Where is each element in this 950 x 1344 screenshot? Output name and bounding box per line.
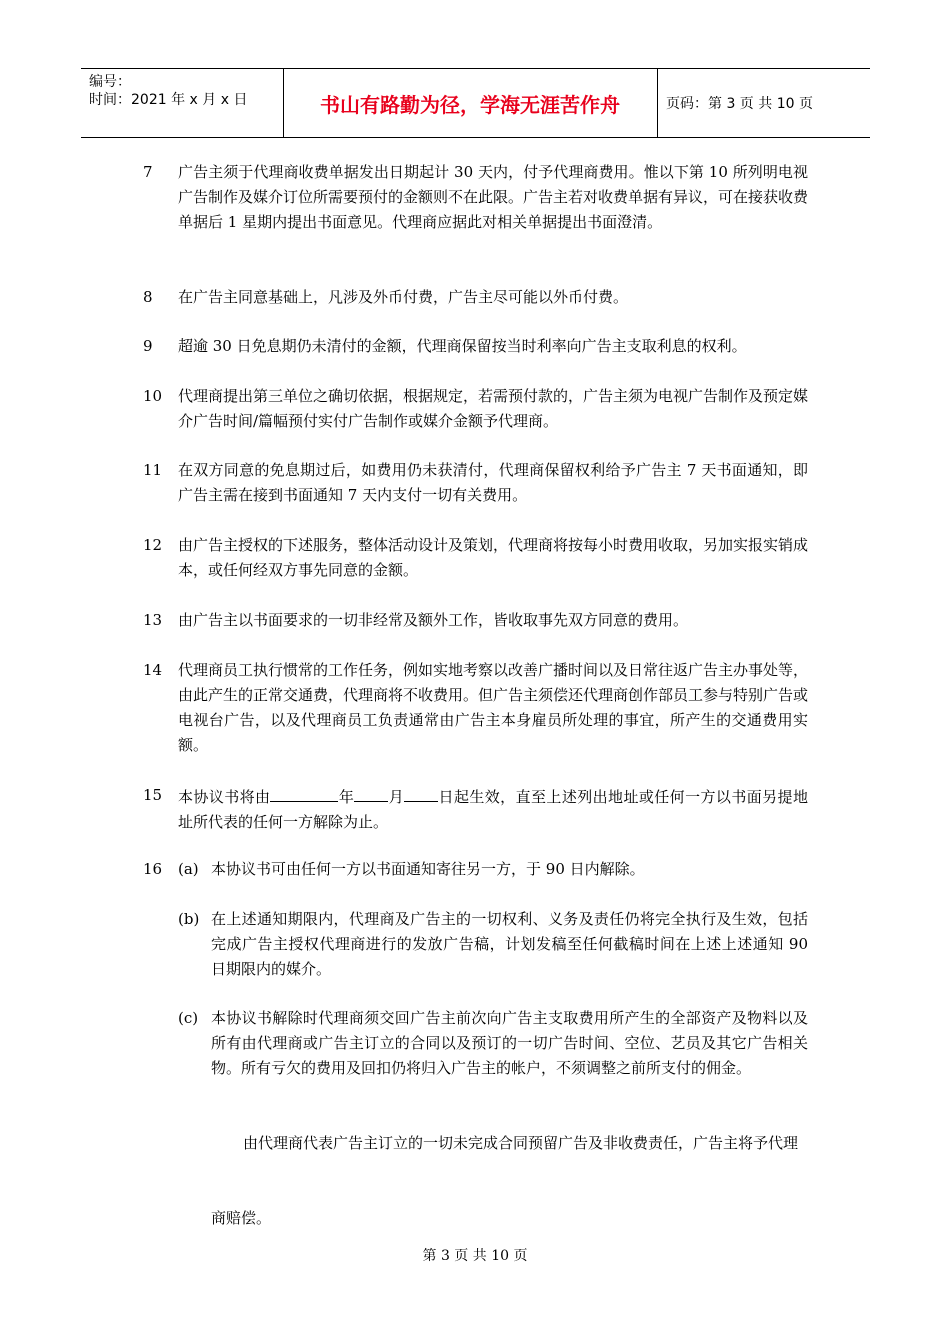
- clause-number: 15: [143, 786, 163, 804]
- clause-text: 在广告主同意基础上，凡涉及外币付费，广告主尽可能以外币付费。: [178, 288, 629, 306]
- year-blank: [270, 783, 338, 802]
- year-label: 年: [338, 788, 355, 806]
- clause-number: 14: [143, 661, 163, 679]
- sub-clause-label: (b): [178, 910, 200, 928]
- clause-text-part: 本协议书将由: [178, 788, 271, 806]
- clause-text: [178, 783, 808, 835]
- header-motto-cell: [283, 69, 658, 137]
- motto: 书山有路勤为径，学海无涯苦作舟: [320, 92, 620, 117]
- clause-number: 12: [143, 536, 163, 554]
- page-footer: 第 3 页 共 10 页: [422, 1248, 528, 1264]
- clause-number: 9: [143, 337, 153, 355]
- clause-text: 广告主须于代理商收费单据发出日期起计 30 天内，付予代理商费用。惟以下第 10 所列明电视广告制作及媒介订位所需要预付的金额则不在此限。广告主若对收费单据有异议，可在接获收费单据后 1 星期内提出书面意见。代理商应据此对相关单据提出书面澄清。: [178, 163, 809, 231]
- clause-text: 超逾 30 日免息期仍未清付的金额，代理商保留按当时利率向广告主支取利息的权利。: [178, 337, 747, 355]
- paragraph-text: 商赔偿。: [211, 1209, 272, 1227]
- clause-number: 8: [143, 288, 153, 306]
- sub-clause-label: (a): [178, 860, 199, 878]
- header-info-cell: [81, 69, 284, 137]
- sub-clause-text: 本协议书可由任何一方以书面通知寄往另一方，于 90 日内解除。: [211, 860, 645, 878]
- clause-number: 11: [143, 461, 163, 479]
- clause-text-part: 日起生效，直至上述列出地址或任何一方以书面另提地址所代表的任何一方解除为止。: [178, 788, 808, 831]
- sub-clause-text: 本协议书解除时代理商须交回广告主前次向广告主支取费用所产生的全部资产及物料以及所有由代理商或广告主订立的合同以及预订的一切广告时间、空位、艺员及其它广告相关物。所有亏欠的费用及回扣仍将归入广告主的帐户，不须调整之前所支付的佣金。: [211, 1009, 808, 1077]
- clause-text: 由广告主以书面要求的一切非经常及额外工作，皆收取事先双方同意的费用。: [178, 611, 689, 629]
- month-blank: [354, 783, 388, 802]
- number-label: 编号：: [89, 74, 131, 90]
- page-header: [81, 68, 870, 138]
- clause-number: 13: [143, 611, 163, 629]
- clause-number: 7: [143, 163, 153, 181]
- clause-text: 由广告主授权的下述服务，整体活动设计及策划，代理商将按每小时费用收取，另加实报实销成本，或任何经双方事先同意的金额。: [178, 536, 809, 579]
- page-number-label: 页码：第 3 页 共 10 页: [666, 96, 813, 112]
- clause-text: 代理商员工执行惯常的工作任务，例如实地考察以改善广播时间以及日常往返广告主办事处等，由此产生的正常交通费，代理商将不收费用。但广告主须偿还代理商创作部员工参与特别广告或电视台广告，以及代理商员工负责通常由广告主本身雇员所处理的事宜，所产生的交通费用实额。: [178, 661, 809, 754]
- sub-clause-text: 在上述通知期限内，代理商及广告主的一切权利、义务及责任仍将完全执行及生效，包括完成广告主授权代理商进行的发放广告稿，计划发稿至任何截稿时间在上述上述通知 90 日期限内的媒介。: [211, 910, 808, 978]
- paragraph-text: 由代理商代表广告主订立的一切未完成合同预留广告及非收费责任，广告主将予代理: [243, 1134, 799, 1152]
- sub-clause-label: (c): [178, 1009, 199, 1027]
- month-label: 月: [388, 788, 405, 806]
- clause-number: 10: [143, 387, 163, 405]
- clause-text: 代理商提出第三单位之确切依据，根据规定，若需预付款的，广告主须为电视广告制作及预定媒介广告时间/篇幅预付实付广告制作或媒介金额予代理商。: [178, 387, 809, 430]
- clause-number: 16: [143, 860, 163, 878]
- date-label: 时间：2021 年 x 月 x 日: [89, 92, 248, 108]
- clause-text: 在双方同意的免息期过后，如费用仍未获清付，代理商保留权利给予广告主 7 天书面通知，即广告主需在接到书面通知 7 天内支付一切有关费用。: [178, 461, 808, 504]
- day-blank: [404, 783, 438, 802]
